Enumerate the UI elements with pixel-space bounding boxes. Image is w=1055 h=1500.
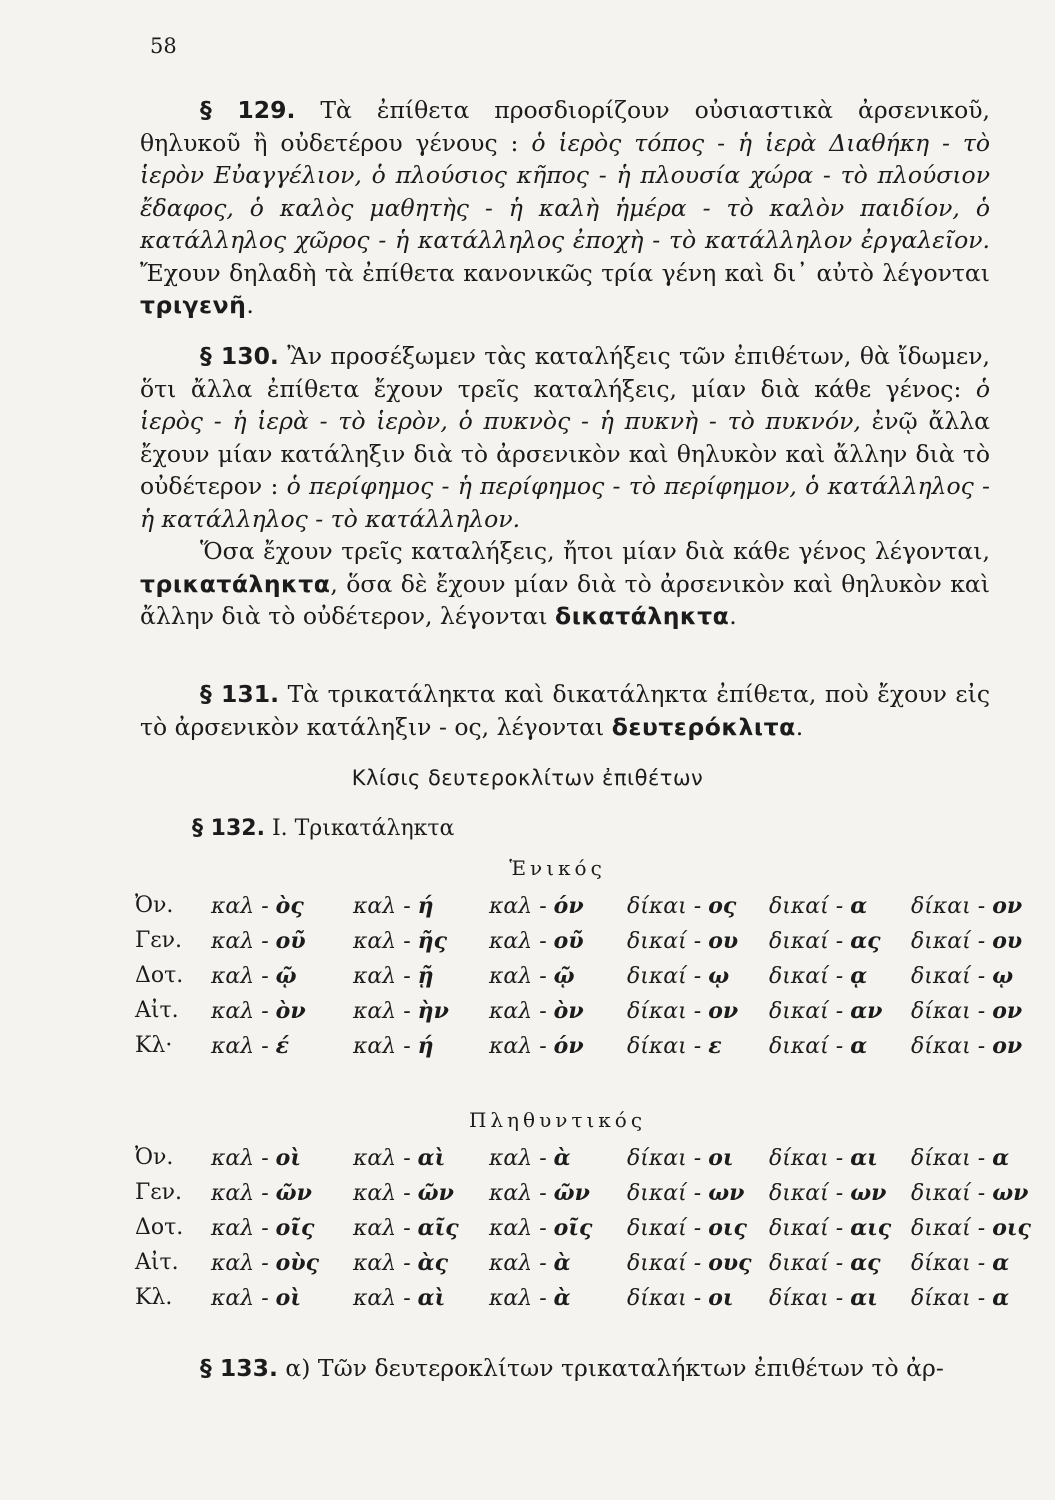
- form-stem: καλ -: [353, 928, 411, 954]
- declension-row: [135, 1028, 1041, 1063]
- form-ending: ων: [708, 1179, 745, 1206]
- form-ending: ῷ: [275, 962, 297, 989]
- form-stem: δικαί -: [769, 998, 844, 1024]
- term-defterokita: δευτερόκλιτα: [611, 712, 796, 741]
- declension-form: [353, 1140, 489, 1175]
- form-ending: οῖς: [553, 1214, 593, 1241]
- form-stem: δικαί -: [627, 1250, 702, 1276]
- form-stem: δικαί -: [627, 963, 702, 989]
- form-ending: α: [850, 1032, 868, 1059]
- case-label: Κλ.: [135, 1285, 173, 1310]
- declension-form: [627, 1280, 769, 1315]
- declension-form: [353, 993, 489, 1028]
- declension-form: [911, 1140, 1041, 1175]
- declension-form: [489, 1245, 627, 1280]
- form-ending: αις: [850, 1214, 892, 1241]
- declension-form: [911, 1028, 1041, 1063]
- form-ending: ῶν: [417, 1179, 454, 1206]
- form-stem: δικαί -: [769, 1180, 844, 1206]
- form-stem: δικαί -: [627, 1215, 702, 1241]
- declension-form: [911, 1210, 1041, 1245]
- declension-row: [135, 888, 1041, 923]
- form-ending: ὴν: [417, 997, 449, 1024]
- declension-form: [353, 958, 489, 993]
- form-ending: ων: [850, 1179, 887, 1206]
- form-ending: αι: [850, 1284, 878, 1311]
- section-number: § 133.: [200, 1354, 278, 1382]
- case-label: Γεν.: [135, 1180, 183, 1205]
- plural-label: Πληθυντικός: [468, 1108, 647, 1132]
- form-stem: δικαί -: [911, 928, 986, 954]
- form-stem: δικαί -: [769, 1033, 844, 1059]
- declension-form: [627, 923, 769, 958]
- form-stem: καλ -: [489, 1285, 547, 1311]
- declension-form: [489, 888, 627, 923]
- declension-form: [911, 888, 1041, 923]
- form-stem: δικαί -: [769, 1250, 844, 1276]
- declension-form: [769, 958, 911, 993]
- form-ending: ὸν: [553, 997, 584, 1024]
- form-stem: δικαί -: [627, 1180, 702, 1206]
- form-ending: ος: [708, 892, 737, 919]
- paragraph-130: § 130. Ἂν προσέξωμεν τὰς καταλήξεις τῶν ἐπιθέτων, θὰ ἴδωμεν, ὅτι ἄλλα ἐπίθετα ἔχουν τρεῖς καταλήξεις, μίαν διὰ κάθε γένος: ὁ ἱερὸς - ἡ ἱερὰ - τὸ ἱερὸν, ὁ πυκνὸς - ἡ πυκνὴ - τὸ πυκνόν, ἐνῷ ἄλλα ἔχουν μίαν κατάληξιν διὰ τὸ ἀρσενικὸν καὶ θηλυκὸν καὶ ἄλλην διὰ τὸ οὐδέτερον : ὁ περίφημος - ἡ περίφημος - τὸ περίφημον, ὁ κατάλληλος - ἡ κατάλληλος - τὸ κατάλληλον. Ὅσα ἔχουν τρεῖς καταλήξεις, ἤτοι μίαν διὰ κάθε γένος λέγονται, τρικατάληκτα, ὅσα δὲ ἔχουν μίαν διὰ τὸ ἀρσενικὸν καὶ θηλυκὸν καὶ ἄλλην διὰ τὸ οὐδέτερον, λέγονται δικατάληκτα.: [140, 342, 990, 630]
- form-stem: καλ -: [211, 1145, 269, 1171]
- form-stem: καλ -: [489, 1215, 547, 1241]
- form-ending: οὶ: [275, 1144, 301, 1171]
- examples: ὁ ἱερὸς - ἡ ἱερὰ - τὸ ἱερὸν, ὁ πυκνὸς - ἡ πυκνὴ - τὸ πυκνόν,: [140, 374, 990, 435]
- form-stem: δίκαι -: [911, 1033, 986, 1059]
- form-stem: δίκαι -: [769, 1285, 844, 1311]
- form-stem: καλ -: [211, 963, 269, 989]
- declension-form: [769, 1175, 911, 1210]
- page-number: 58: [150, 34, 177, 58]
- form-ending: ῷ: [553, 962, 575, 989]
- form-stem: καλ -: [353, 1215, 411, 1241]
- declension-form: [353, 1210, 489, 1245]
- form-ending: ὰ: [553, 1284, 571, 1311]
- form-stem: δίκαι -: [627, 1285, 702, 1311]
- form-ending: οῦ: [275, 927, 306, 954]
- form-stem: καλ -: [353, 1033, 411, 1059]
- declension-form: [211, 1175, 353, 1210]
- declension-form: [911, 958, 1041, 993]
- declension-form: [489, 1210, 627, 1245]
- declension-form: [911, 1175, 1041, 1210]
- form-ending: οι: [708, 1284, 734, 1311]
- form-ending: α: [992, 1144, 1010, 1171]
- declension-form: [769, 1245, 911, 1280]
- section-number: § 129.: [200, 96, 296, 124]
- form-stem: δίκαι -: [769, 1145, 844, 1171]
- form-ending: οις: [992, 1214, 1031, 1241]
- case-label: Γεν.: [135, 928, 183, 953]
- form-ending: αι: [850, 1144, 878, 1171]
- declension-form: [353, 1175, 489, 1210]
- form-stem: δικαί -: [769, 928, 844, 954]
- form-stem: καλ -: [489, 1250, 547, 1276]
- form-stem: δίκαι -: [627, 998, 702, 1024]
- declension-form: [627, 1028, 769, 1063]
- form-ending: ὸς: [275, 892, 304, 919]
- form-stem: καλ -: [353, 1180, 411, 1206]
- form-ending: ή: [417, 1032, 434, 1059]
- form-ending: έ: [275, 1032, 290, 1059]
- declension-form: [489, 923, 627, 958]
- declension-row: [135, 1245, 1041, 1280]
- form-ending: ον: [992, 1032, 1023, 1059]
- declension-form: [211, 1245, 353, 1280]
- declension-form: [353, 1245, 489, 1280]
- paragraph-132: [192, 816, 454, 841]
- form-ending: ου: [992, 927, 1023, 954]
- case-label: Αἰτ.: [135, 1250, 179, 1275]
- section-number: § 132.: [192, 816, 265, 841]
- form-ending: αν: [850, 997, 883, 1024]
- declension-form: [211, 958, 353, 993]
- form-ending: αὶ: [417, 1144, 446, 1171]
- form-stem: δίκαι -: [627, 1033, 702, 1059]
- declension-form: [769, 993, 911, 1028]
- form-stem: δικαί -: [769, 963, 844, 989]
- declension-form: [769, 1028, 911, 1063]
- form-ending: ε: [708, 1032, 722, 1059]
- form-stem: δίκαι -: [911, 893, 986, 919]
- declension-form: [353, 1028, 489, 1063]
- form-ending: ὰ: [553, 1144, 571, 1171]
- form-stem: δικαί -: [627, 928, 702, 954]
- declension-row: [135, 923, 1041, 958]
- form-stem: καλ -: [211, 1285, 269, 1311]
- plural-table: [135, 1140, 1041, 1315]
- form-stem: δικαί -: [911, 1180, 986, 1206]
- form-ending: όν: [553, 892, 584, 919]
- form-stem: δίκαι -: [911, 998, 986, 1024]
- declension-form: [211, 888, 353, 923]
- declension-form: [489, 993, 627, 1028]
- declension-form: [911, 1245, 1041, 1280]
- declension-form: [489, 1280, 627, 1315]
- paragraph-131: § 131. Τὰ τρικατάληκτα καὶ δικατάληκτα ἐπίθετα, ποὺ ἔχουν εἰς τὸ ἀρσενικὸν κατάληξιν - ος, λέγονται δευτερόκλιτα.: [140, 680, 990, 741]
- declension-form: [489, 958, 627, 993]
- examples: ὁ ἱερὸς τόπος - ἡ ἱερὰ Διαθήκη - τὸ ἱερὸν Εὐαγγέλιον, ὁ πλούσιος κῆπος - ἡ πλουσία χώρα - τὸ πλούσιον ἔδαφος, ὁ καλὸς μαθητὴς - ἡ καλὴ ἡμέρα - τὸ καλὸν παιδίον, ὁ κατάλληλος χῶρος - ἡ κατάλληλος ἐποχὴ - τὸ κατάλληλον ἐργαλεῖον.: [140, 128, 990, 254]
- form-ending: ᾳ: [850, 962, 868, 989]
- case-label: Αἰτ.: [135, 998, 179, 1023]
- subheading-trikatalikta: Ι. Τρικατάληκτα: [271, 816, 455, 841]
- form-stem: δίκαι -: [911, 1145, 986, 1171]
- declension-row: [135, 1175, 1041, 1210]
- form-stem: καλ -: [211, 1033, 269, 1059]
- form-stem: καλ -: [489, 893, 547, 919]
- form-stem: καλ -: [489, 928, 547, 954]
- section-number: § 131.: [200, 680, 279, 708]
- declension-row: [135, 958, 1041, 993]
- declension-form: [911, 1280, 1041, 1315]
- form-ending: ον: [992, 997, 1023, 1024]
- declension-form: [627, 993, 769, 1028]
- form-ending: οὶ: [275, 1284, 301, 1311]
- form-stem: καλ -: [489, 1180, 547, 1206]
- form-ending: αὶ: [417, 1284, 446, 1311]
- form-ending: ὸν: [275, 997, 306, 1024]
- form-ending: ῶν: [553, 1179, 590, 1206]
- form-stem: καλ -: [211, 1250, 269, 1276]
- declension-form: [489, 1175, 627, 1210]
- form-ending: ας: [850, 1249, 881, 1276]
- form-ending: οι: [708, 1144, 734, 1171]
- term-trikatalikta: τρικατάληκτα: [140, 569, 331, 598]
- section-number: § 130.: [200, 342, 279, 370]
- form-ending: α: [992, 1249, 1010, 1276]
- form-stem: καλ -: [353, 1250, 411, 1276]
- declension-form: [353, 1280, 489, 1315]
- declension-form: [627, 1210, 769, 1245]
- case-label: Δοτ.: [135, 963, 184, 988]
- declension-form: [627, 1175, 769, 1210]
- examples: ὁ περίφημος - ἡ περίφημος - τὸ περίφημον, ὁ κατάλληλος - ἡ κατάλληλος - τὸ κατάλληλον.: [140, 472, 990, 533]
- declension-form: [911, 923, 1041, 958]
- declension-form: [211, 1028, 353, 1063]
- form-ending: ῳ: [708, 962, 730, 989]
- form-stem: καλ -: [211, 928, 269, 954]
- form-stem: δίκαι -: [911, 1285, 986, 1311]
- case-label: Δοτ.: [135, 1215, 184, 1240]
- form-stem: καλ -: [489, 1033, 547, 1059]
- form-stem: καλ -: [353, 1145, 411, 1171]
- declension-row: [135, 1140, 1041, 1175]
- form-ending: αῖς: [417, 1214, 459, 1241]
- form-ending: ῶν: [275, 1179, 312, 1206]
- form-ending: α: [992, 1284, 1010, 1311]
- form-stem: καλ -: [489, 963, 547, 989]
- declension-form: [489, 1140, 627, 1175]
- form-stem: δίκαι -: [627, 1145, 702, 1171]
- form-stem: δίκαι -: [911, 1250, 986, 1276]
- form-stem: δικαί -: [769, 1215, 844, 1241]
- declension-form: [211, 993, 353, 1028]
- form-stem: καλ -: [211, 998, 269, 1024]
- form-ending: ῳ: [992, 962, 1014, 989]
- form-stem: καλ -: [353, 963, 411, 989]
- declension-form: [627, 1140, 769, 1175]
- declension-form: [911, 993, 1041, 1028]
- form-ending: ὰ: [553, 1249, 571, 1276]
- form-ending: οις: [708, 1214, 747, 1241]
- case-label: Ὀν.: [135, 1145, 174, 1170]
- declension-form: [353, 923, 489, 958]
- form-stem: καλ -: [489, 1145, 547, 1171]
- form-stem: καλ -: [353, 893, 411, 919]
- form-ending: οῖς: [275, 1214, 315, 1241]
- declension-row: [135, 1210, 1041, 1245]
- form-stem: δικαί -: [769, 893, 844, 919]
- declension-form: [769, 923, 911, 958]
- form-ending: ὰς: [417, 1249, 448, 1276]
- declension-form: [627, 888, 769, 923]
- declension-form: [769, 1280, 911, 1315]
- declension-form: [769, 1140, 911, 1175]
- paragraph-133: § 133. α) Τῶν δευτεροκλίτων τρικαταλήκτων ἐπιθέτων τὸ ἀρ-: [200, 1354, 944, 1382]
- term-dikatalikta: δικατάληκτα: [555, 602, 730, 630]
- declension-form: [769, 888, 911, 923]
- form-ending: ας: [850, 927, 881, 954]
- declension-form: [211, 923, 353, 958]
- form-ending: ου: [708, 927, 739, 954]
- form-ending: ον: [708, 997, 739, 1024]
- form-stem: καλ -: [211, 893, 269, 919]
- declension-form: [769, 1210, 911, 1245]
- form-ending: ή: [417, 892, 434, 919]
- form-stem: καλ -: [211, 1180, 269, 1206]
- declension-heading: Κλίσις δευτεροκλίτων ἐπιθέτων: [351, 766, 704, 790]
- declension-form: [211, 1210, 353, 1245]
- form-ending: ους: [708, 1249, 752, 1276]
- form-stem: δικαί -: [911, 963, 986, 989]
- form-stem: καλ -: [353, 998, 411, 1024]
- form-stem: καλ -: [353, 1285, 411, 1311]
- declension-form: [353, 888, 489, 923]
- declension-row: [135, 993, 1041, 1028]
- form-ending: ῆς: [417, 927, 448, 954]
- declension-form: [211, 1140, 353, 1175]
- case-label: Κλ·: [135, 1033, 173, 1058]
- declension-form: [211, 1280, 353, 1315]
- form-stem: καλ -: [211, 1215, 269, 1241]
- case-label: Ὀν.: [135, 893, 174, 918]
- form-ending: α: [850, 892, 868, 919]
- form-ending: οὺς: [275, 1249, 319, 1276]
- declension-form: [627, 958, 769, 993]
- form-stem: καλ -: [489, 998, 547, 1024]
- declension-row: [135, 1280, 1041, 1315]
- declension-form: [489, 1028, 627, 1063]
- term-trigeni: τριγενῆ: [140, 291, 247, 319]
- singular-label: Ἑνικός: [509, 856, 606, 880]
- form-stem: δικαί -: [911, 1215, 986, 1241]
- declension-form: [627, 1245, 769, 1280]
- form-ending: ων: [992, 1179, 1029, 1206]
- paragraph-129: § 129. Τὰ ἐπίθετα προσδιορίζουν οὐσιαστικὰ ἀρσενικοῦ, θηλυκοῦ ἢ οὐδετέρου γένους : ὁ ἱερὸς τόπος - ἡ ἱερὰ Διαθήκη - τὸ ἱερὸν Εὐαγγέλιον, ὁ πλούσιος κῆπος - ἡ πλουσία χώρα - τὸ πλούσιον ἔδαφος, ὁ καλὸς μαθητὴς - ἡ καλὴ ἡμέρα - τὸ καλὸν παιδίον, ὁ κατάλληλος χῶρος - ἡ κατάλληλος ἐποχὴ - τὸ κατάλληλον ἐργαλεῖον. Ἔχουν δηλαδὴ τὰ ἐπίθετα κανονικῶς τρία γένη καὶ δι᾿ αὐτὸ λέγονται τριγενῆ.: [140, 96, 990, 319]
- form-ending: ῇ: [417, 962, 434, 989]
- singular-table: [135, 888, 1041, 1063]
- form-ending: όν: [553, 1032, 584, 1059]
- form-stem: δίκαι -: [627, 893, 702, 919]
- form-ending: οῦ: [553, 927, 584, 954]
- form-ending: ον: [992, 892, 1023, 919]
